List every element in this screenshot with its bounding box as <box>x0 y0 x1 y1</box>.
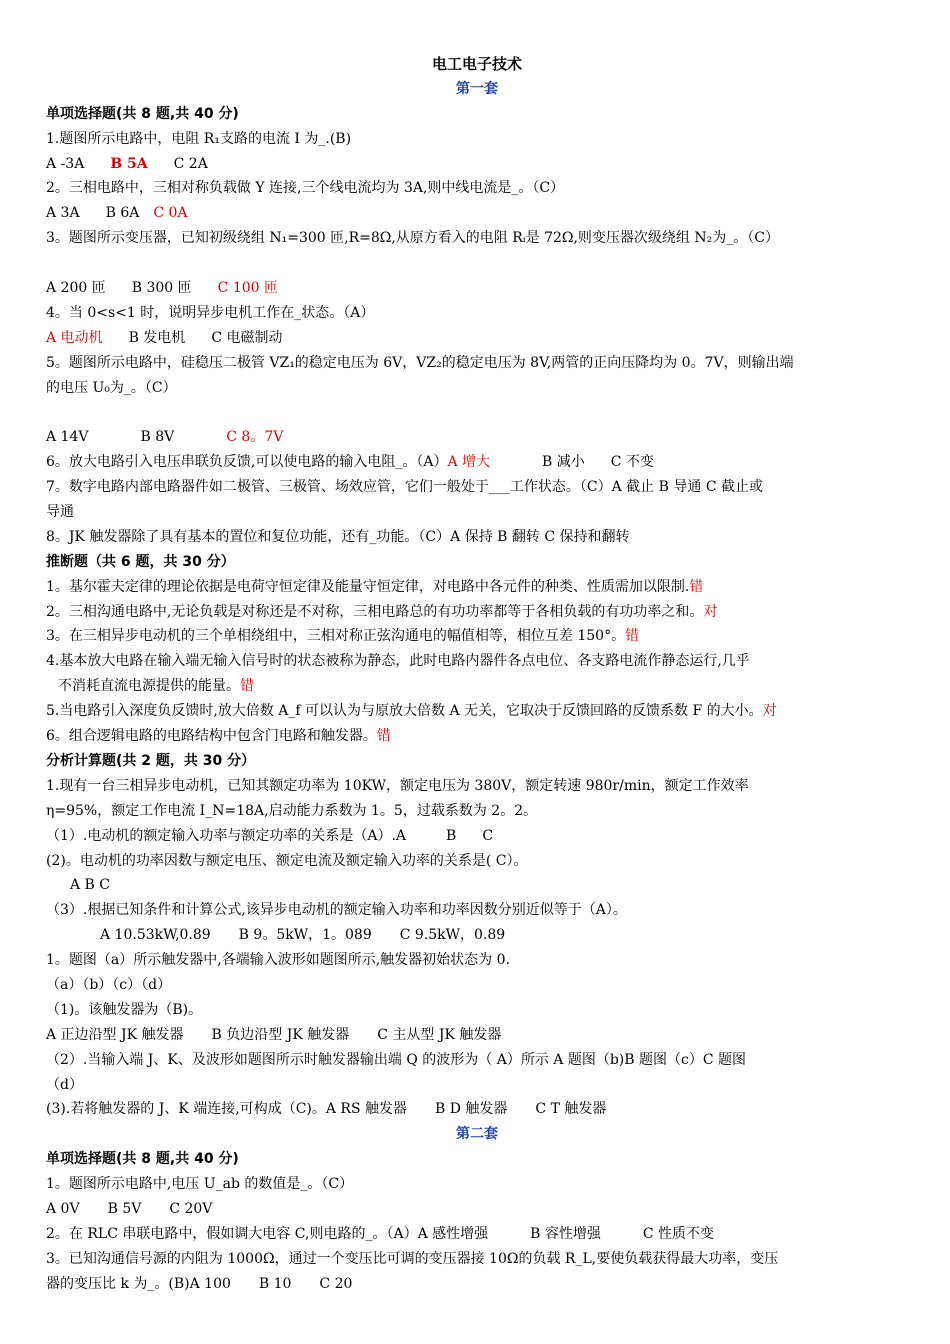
option-c-answer: C 100 匝 <box>217 280 278 297</box>
judgement-answer: 错 <box>689 578 704 595</box>
option-c: C 电磁制动 <box>211 329 283 346</box>
judgement-1 <box>46 575 908 600</box>
question-4-options <box>46 326 908 351</box>
question-3-options <box>46 276 908 301</box>
calc-2-sub-1: （1)。该触发器为（B)。 <box>46 1001 203 1018</box>
calc-2-line-1: 1。题图（a）所示触发器中,各端输入波形如题图所示,触发器初始状态为 0. <box>46 952 510 969</box>
option-b: B 发电机 <box>128 329 186 346</box>
question-3: 3。题图所示变压器，已知初级绕组 N₁=300 匝,R=8Ω,从原方看入的电阻 Rᵢ是 72Ω,则变压器次级绕组 N₂为_。（C） <box>46 230 779 247</box>
calc-2-sub-2-line-2: （d） <box>46 1076 83 1093</box>
option-a: A 3A <box>46 205 80 222</box>
judgement-text: 1。基尔霍夫定律的理论依据是电荷守恒定律及能量守恒定律，对电路中各元件的种类、性质需加以限制. <box>46 578 690 595</box>
calc-1-sub-3: （3）.根据已知条件和计算公式,该异步电动机的额定输入功率和功率因数分别近似等于（A）。 <box>46 902 627 919</box>
calc-1-sub-3-options: A 10.53kW,0.89 B 9。5kW，1。089 C 9.5kW，0.89 <box>100 927 506 944</box>
judgement-4-line-1: 4.基本放大电路在输入端无输入信号时的状态被称为静态，此时电路内器件各点电位、各支路电流作静态运行,几乎 <box>46 653 750 670</box>
question-4: 4。当 0<s<1 时，说明异步电机工作在_状态。（A） <box>46 304 375 321</box>
question-6 <box>46 450 908 475</box>
option-b: B <box>446 827 457 844</box>
option-c: C <box>482 827 494 844</box>
option-a: A -3A <box>46 155 85 172</box>
set2-question-3-line-1: 3。已知沟通信号源的内阻为 1000Ω，通过一个变压比可调的变压器接 10Ω的负载 R_L,要使负载获得最大功率，变压 <box>46 1250 779 1267</box>
judgement-6 <box>46 724 908 749</box>
judgement-text: 3。在三相异步电动机的三个单相绕组中，三相对称正弦沟通电的幅值相等，相位互差 150°。 <box>46 628 626 645</box>
section-single-choice-2: 单项选择题(共 8 题,共 40 分) <box>46 1151 239 1168</box>
set2-question-1: 1。题图所示电路中,电压 U_ab 的数值是_。（C） <box>46 1176 354 1193</box>
set2-question-1-options: A 0V B 5V C 20V <box>46 1200 213 1217</box>
option-b: B 减小 <box>542 454 585 471</box>
question-8: 8。JK 触发器除了具有基本的置位和复位功能，还有_功能。（C）A 保持 B 翻转 C 保持和翻转 <box>46 528 630 545</box>
question-5-line-1: 5。题图所示电路中，硅稳压二极管 VZ₁的稳定电压为 6V，VZ₂的稳定电压为 8V,两管的正向压降均为 0。7V，则输出端 <box>46 354 794 371</box>
calc-2-sub-2-line-1: （2）.当输入端 J、K、及波形如题图所示时触发器输出端 Q 的波形为（ A）所示 A 题图（b)B 题图（c）C 题图 <box>46 1051 746 1068</box>
judgement-text: 5.当电路引入深度负反馈时,放大倍数 A_f 可以认为与原放大倍数 A 无关，它取决于反馈回路的反馈系数 F 的大小。 <box>46 703 763 720</box>
option-c: C 不变 <box>610 454 654 471</box>
question-2: 2。三相电路中，三相对称负载做 Y 连接,三个线电流均为 3A,则中线电流是_。（C） <box>46 180 565 197</box>
judgement-text: 6。组合逻辑电路的电路结构中包含门电路和触发器。 <box>46 728 377 745</box>
question-6-stem: 6。放大电路引入电压串联负反馈,可以使电路的输入电阻_。（A） <box>46 454 448 471</box>
document-page <box>46 52 908 1297</box>
option-b: B 8V <box>140 429 175 446</box>
calc-1-line-1: 1.现有一台三相异步电动机，已知其额定功率为 10KW，额定电压为 380V，额定转速 980r/min，额定工作效率 <box>46 777 749 794</box>
option-c-answer: C 0A <box>153 205 188 222</box>
judgement-4-line-2 <box>46 674 908 699</box>
question-5-options <box>46 425 908 450</box>
judgement-answer: 错 <box>376 728 391 745</box>
set2-question-3-line-2: 器的变压比 k 为_。(B)A 100 B 10 C 20 <box>46 1275 353 1292</box>
judgement-answer: 对 <box>703 603 718 620</box>
calc-1-sub-1 <box>46 824 908 849</box>
option-a: A 14V <box>46 429 89 446</box>
judgement-answer: 对 <box>762 703 777 720</box>
question-5-line-2: 的电压 U₀为_。（C） <box>46 379 177 396</box>
option-b: B 300 匝 <box>131 280 192 297</box>
option-a: A 200 匝 <box>46 280 106 297</box>
option-a-answer: A 电动机 <box>46 329 103 346</box>
question-1-options <box>46 152 908 177</box>
figure-gap <box>46 400 908 425</box>
calc-2-sub-3: (3).若将触发器的 J、K 端连接,可构成（C)。A RS 触发器 B D 触发器 C T 触发器 <box>46 1101 607 1118</box>
set2-question-2: 2。在 RLC 串联电路中，假如调大电容 C,则电路的_。（A）A 感性增强 B 容性增强 C 性质不变 <box>46 1225 715 1242</box>
judgement-2 <box>46 600 908 625</box>
judgement-5 <box>46 699 908 724</box>
option-c: C 2A <box>173 155 208 172</box>
set-1-title: 第一套 <box>456 80 498 97</box>
calc-2-sub-1-options: A 正边沿型 JK 触发器 B 负边沿型 JK 触发器 C 主从型 JK 触发器 <box>46 1026 502 1043</box>
question-7-line-2: 导通 <box>46 504 74 521</box>
sub-question-text: （1）.电动机的额定输入功率与额定功率的关系是（A）.A <box>46 827 407 844</box>
judgement-answer: 错 <box>625 628 640 645</box>
section-single-choice: 单项选择题(共 8 题,共 40 分) <box>46 105 239 122</box>
section-judgement: 推断题（共 6 题，共 30 分） <box>46 553 235 570</box>
option-a-answer: A 增大 <box>447 454 491 471</box>
section-calculation: 分析计算题(共 2 题，共 30 分） <box>46 752 256 769</box>
calc-2-line-2: （a）（b）（c）（d） <box>46 976 172 993</box>
calc-1-sub-2: (2)。电动机的功率因数与额定电压、额定电流及额定输入功率的关系是( C）。 <box>46 852 528 869</box>
calc-1-sub-2-options: A B C <box>70 877 111 894</box>
judgement-text: 不消耗直流电源提供的能量。 <box>58 678 240 695</box>
option-b-answer: B 5A <box>110 155 148 172</box>
question-1: 1.题图所示电路中，电阻 R₁支路的电流 I 为_.(B) <box>46 130 352 147</box>
document-title: 电工电子技术 <box>431 55 522 73</box>
option-b: B 6A <box>105 205 140 222</box>
figure-gap <box>46 251 908 276</box>
calc-1-line-2: η=95%，额定工作电流 I_N=18A,启动能力系数为 1。5，过载系数为 2。2。 <box>46 802 538 819</box>
set-2-title: 第二套 <box>456 1126 498 1143</box>
question-2-options <box>46 201 908 226</box>
judgement-3 <box>46 624 908 649</box>
question-7-line-1: 7。数字电路内部电路器件如二极管、三极管、场效应管，它们一般处于___工作状态。（C）A 截止 B 导通 C 截止或 <box>46 479 763 496</box>
judgement-text: 2。三相沟通电路中,无论负载是对称还是不对称，三相电路总的有功功率都等于各相负载的有功功率之和。 <box>46 603 704 620</box>
judgement-answer: 错 <box>240 678 254 695</box>
option-c-answer: C 8。7V <box>226 429 284 446</box>
